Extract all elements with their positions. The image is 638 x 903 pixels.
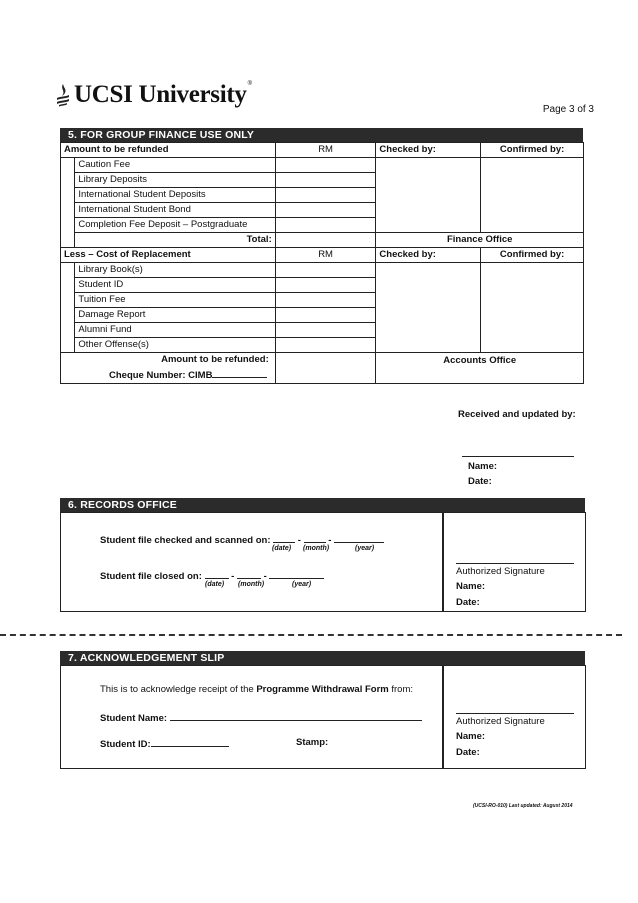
student-id-label: Student ID: [100, 739, 151, 750]
records-auth-signature: Authorized Signature [456, 566, 545, 577]
rm-input-cell[interactable] [275, 278, 376, 293]
student-name-label: Student Name: [100, 713, 168, 724]
finance-table [60, 142, 584, 384]
scanned-year-input[interactable] [334, 532, 384, 543]
records-office-box [60, 512, 444, 612]
indent-cell [61, 158, 75, 248]
closed-date-input[interactable] [205, 568, 229, 579]
less-item: Other Offense(s) [75, 338, 275, 353]
stamp-label: Stamp: [296, 737, 329, 748]
page-number: Page 3 of 3 [542, 104, 594, 115]
amount-refunded-input[interactable] [275, 353, 376, 384]
records-date-label: Date: [456, 597, 480, 608]
section7-header: 7. ACKNOWLEDGEMENT SLIP [60, 651, 585, 665]
refund-item: International Student Deposits [75, 188, 275, 203]
ack-auth-signature: Authorized Signature [456, 716, 545, 727]
student-name-input[interactable] [170, 710, 422, 721]
confirmed-by-box[interactable] [481, 263, 584, 353]
section5-header: 5. FOR GROUP FINANCE USE ONLY [60, 128, 583, 142]
received-date-label: Date: [468, 476, 492, 487]
student-name-row [100, 710, 422, 724]
rm-input-cell[interactable] [275, 263, 376, 278]
checked-by-box[interactable] [376, 158, 481, 233]
rm-input-cell[interactable] [275, 188, 376, 203]
flame-logo-icon [55, 83, 71, 107]
received-updated-label: Received and updated by: [458, 409, 576, 420]
rm-input-cell[interactable] [275, 338, 376, 353]
rm-input-cell[interactable] [275, 203, 376, 218]
ack-form-name: Programme Withdrawal Form [256, 684, 389, 695]
closed-year-input[interactable] [269, 568, 324, 579]
refund-item: Completion Fee Deposit – Postgraduate [75, 218, 275, 233]
rm-input-cell[interactable] [275, 323, 376, 338]
rm-input-cell[interactable] [275, 218, 376, 233]
student-id-input[interactable] [151, 736, 229, 747]
checked-scanned-row: Student file checked and scanned on: - - [100, 532, 384, 546]
refund-summary-cell [61, 353, 276, 384]
less-item: Alumni Fund [75, 323, 275, 338]
rm-input-cell[interactable] [275, 293, 376, 308]
total-input-cell[interactable] [275, 233, 376, 248]
scanned-date-hints: (date) (month) (year) [272, 545, 375, 552]
section6-header: 6. RECORDS OFFICE [60, 498, 585, 512]
confirmed-by-label: Confirmed by: [481, 143, 584, 158]
university-logo [55, 82, 252, 107]
received-name-label: Name: [468, 461, 498, 472]
ack-text-row [100, 684, 413, 695]
rm-input-cell[interactable] [275, 158, 376, 173]
student-id-row [100, 736, 229, 750]
registered-mark: ® [247, 81, 253, 87]
checked-by-label: Checked by: [376, 248, 481, 263]
checked-by-label: Checked by: [376, 143, 481, 158]
rm-input-cell[interactable] [275, 173, 376, 188]
indent-cell [61, 263, 75, 353]
form-footer: (UCSI-RO-010) Last updated: August 2014 [473, 803, 573, 809]
cheque-label: Cheque Number: CIMB [109, 370, 213, 381]
amount-refunded-label: Amount to be refunded: [161, 354, 269, 365]
checked-by-box[interactable] [376, 263, 481, 353]
received-signature-line[interactable] [462, 456, 574, 457]
less-item: Tuition Fee [75, 293, 275, 308]
less-item: Damage Report [75, 308, 275, 323]
ack-name-label: Name: [456, 731, 486, 742]
refund-item: International Student Bond [75, 203, 275, 218]
logo-text: UCSI University [74, 81, 247, 108]
checked-scanned-label: Student file checked and scanned on: [100, 535, 271, 546]
finance-office-label: Finance Office [376, 233, 584, 248]
refund-item: Library Deposits [75, 173, 275, 188]
less-item: Student ID [75, 278, 275, 293]
records-signature-line[interactable] [456, 563, 574, 564]
less-item: Library Book(s) [75, 263, 275, 278]
ack-text: This is to acknowledge receipt of the [100, 684, 254, 695]
cheque-number-input[interactable] [212, 367, 267, 378]
total-label: Total: [75, 233, 275, 248]
refund-item: Caution Fee [75, 158, 275, 173]
ack-date-label: Date: [456, 747, 480, 758]
closed-month-input[interactable] [237, 568, 261, 579]
rm-input-cell[interactable] [275, 308, 376, 323]
amount-header: Amount to be refunded [61, 143, 276, 158]
less-header: Less – Cost of Replacement [61, 248, 276, 263]
cheque-number-row [61, 367, 275, 383]
closed-date-hints: (date) (month) (year) [205, 581, 312, 588]
records-name-label: Name: [456, 581, 486, 592]
ack-signature-line[interactable] [456, 713, 574, 714]
rm-header: RM [275, 143, 376, 158]
closed-on-row: Student file closed on: - - [100, 568, 324, 582]
rm-header: RM [275, 248, 376, 263]
scanned-date-input[interactable] [273, 532, 295, 543]
confirmed-by-box[interactable] [481, 158, 584, 233]
scanned-month-input[interactable] [304, 532, 326, 543]
confirmed-by-label: Confirmed by: [481, 248, 584, 263]
closed-on-label: Student file closed on: [100, 571, 202, 582]
cut-line [0, 634, 622, 636]
accounts-office-label: Accounts Office [376, 353, 584, 384]
ack-from: from: [391, 684, 414, 695]
